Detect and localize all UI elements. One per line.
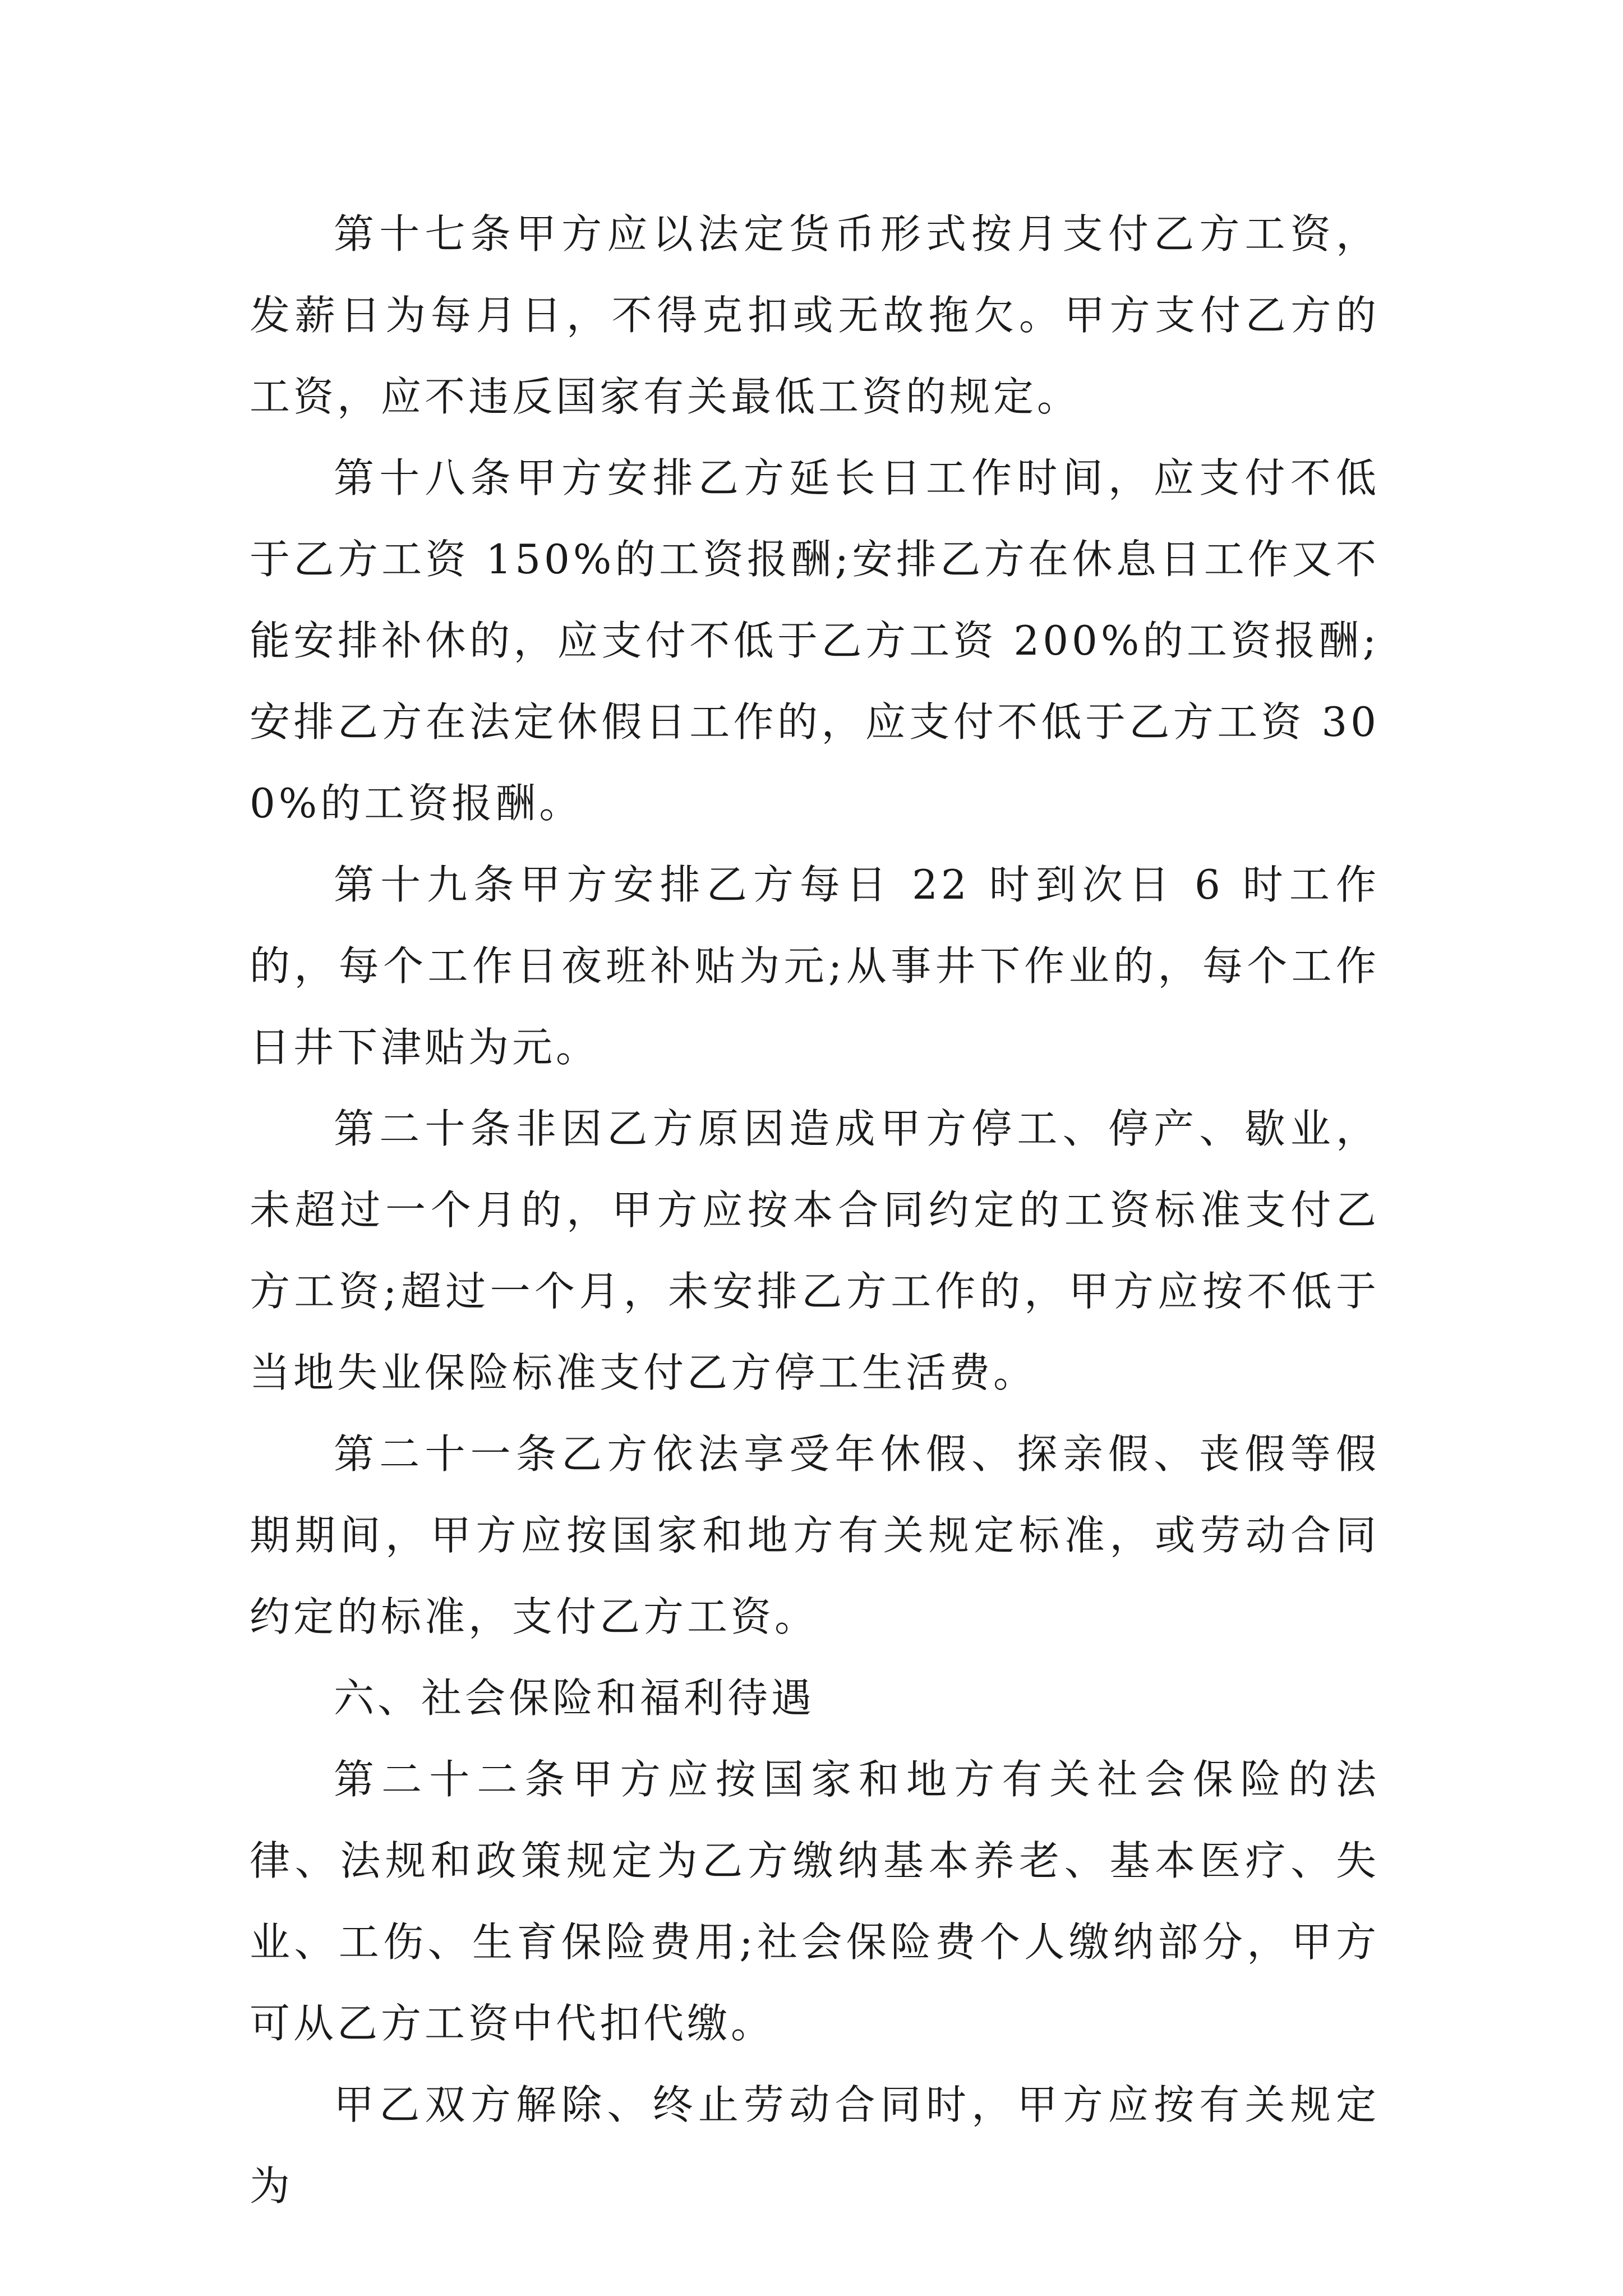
article-20-paragraph: 第二十条非因乙方原因造成甲方停工、停产、歇业，未超过一个月的，甲方应按本合同约定的工资标准支付乙方工资;超过一个月，未安排乙方工作的，甲方应按不低于当地失业保险标准支付乙方停工生活费。 <box>250 1105 1380 1396</box>
contract-termination-paragraph: 甲乙双方解除、终止劳动合同时，甲方应按有关规定为 <box>250 2081 1380 2210</box>
article-18-paragraph: 第十八条甲方安排乙方延长日工作时间，应支付不低于乙方工资 150%的工资报酬;安排乙方在休息日工作又不能安排补休的，应支付不低于乙方工资 200%的工资报酬;安排乙方在法定休假日工作的，应支付不低于乙方工资 300%的工资报酬。 <box>250 454 1380 827</box>
article-22-paragraph: 第二十二条甲方应按国家和地方有关社会保险的法律、法规和政策规定为乙方缴纳基本养老、基本医疗、失业、工伤、生育保险费用;社会保险费个人缴纳部分，甲方可从乙方工资中代扣代缴。 <box>250 1756 1380 2047</box>
article-19-paragraph: 第十九条甲方安排乙方每日 22 时到次日 6 时工作的，每个工作日夜班补贴为元;从事井下作业的，每个工作日井下津贴为元。 <box>250 861 1380 1071</box>
document-body <box>250 194 1380 2227</box>
article-17-paragraph: 第十七条甲方应以法定货币形式按月支付乙方工资，发薪日为每月日，不得克扣或无故拖欠。甲方支付乙方的工资，应不违反国家有关最低工资的规定。 <box>250 210 1380 420</box>
section-heading-social-insurance: 六、社会保险和福利待遇 <box>334 1674 815 1722</box>
article-21-paragraph: 第二十一条乙方依法享受年休假、探亲假、丧假等假期期间，甲方应按国家和地方有关规定标准，或劳动合同约定的标准，支付乙方工资。 <box>250 1430 1380 1640</box>
